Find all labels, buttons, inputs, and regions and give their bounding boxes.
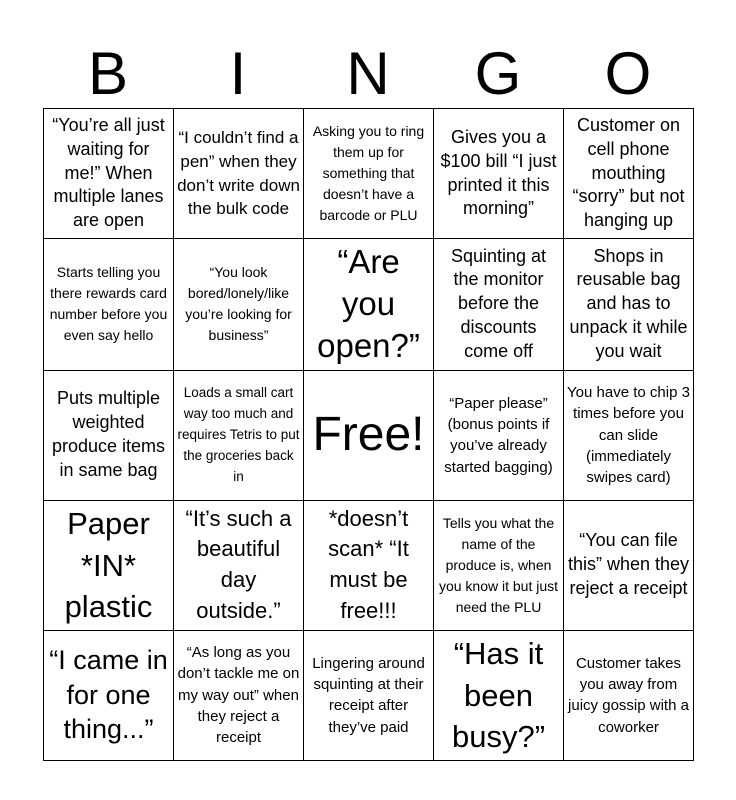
cell-text: Puts multiple weighted produce items in same bag xyxy=(51,388,166,481)
free-space-text: Free! xyxy=(312,407,425,461)
bingo-cell xyxy=(44,109,174,239)
bingo-board xyxy=(43,108,694,761)
bingo-cell xyxy=(564,500,694,630)
bingo-cell xyxy=(304,500,434,630)
bingo-cell xyxy=(174,370,304,500)
cell-text: “Paper please” (bonus points if you’ve already started bagging) xyxy=(444,394,553,476)
cell-text: Paper *IN* plastic xyxy=(64,506,153,624)
bingo-cell xyxy=(44,630,174,760)
cell-text: Loads a small cart way too much and requires Tetris to put the groceries back in xyxy=(177,384,300,484)
bingo-cell xyxy=(434,500,564,630)
board-row-1 xyxy=(44,109,694,239)
cell-text: *doesn’t scan* “It must be free!!! xyxy=(328,505,409,623)
cell-text: Gives you a $100 bill “I just printed it this morning” xyxy=(440,126,557,219)
bingo-cell xyxy=(304,109,434,239)
bingo-cell xyxy=(564,109,694,239)
header-letter-n: N xyxy=(346,40,390,107)
cell-text: Tells you what the name of the produce is, when you know it but just need the PLU xyxy=(438,514,559,615)
bingo-cell xyxy=(44,500,174,630)
cell-text: Asking you to ring them up for something that doesn’t have a barcode or PLU xyxy=(312,123,425,223)
cell-text: Lingering around squinting at their receipt after they’ve paid xyxy=(312,654,425,736)
board-row-5 xyxy=(44,630,694,760)
cell-text: You have to chip 3 times before you can slide (immediately swipes card) xyxy=(567,383,690,487)
cell-text: Customer on cell phone mouthing “sorry” but not hanging up xyxy=(572,114,685,231)
cell-text: “I came in for one thing...” xyxy=(49,645,168,745)
cell-text: “As long as you don’t tackle me on my way out” when they reject a receipt xyxy=(177,643,300,747)
board-row-2 xyxy=(44,239,694,371)
bingo-cell xyxy=(44,370,174,500)
cell-text: “You look bored/lonely/like you’re looking for business” xyxy=(185,264,292,344)
cell-text: Shops in reusable bag and has to unpack it while you wait xyxy=(569,245,688,362)
bingo-cell-free xyxy=(304,370,434,500)
header-letter-g: G xyxy=(474,40,522,107)
cell-text: “I couldn’t find a pen” when they don’t write down the bulk code xyxy=(177,127,300,219)
bingo-cell xyxy=(304,630,434,760)
bingo-cell xyxy=(564,370,694,500)
cell-text: “You’re all just waiting for me!” When multiple lanes are open xyxy=(52,114,165,231)
board-row-4 xyxy=(44,500,694,630)
bingo-cell xyxy=(564,239,694,371)
board-row-3 xyxy=(44,370,694,500)
cell-text: Starts telling you there rewards card number before you even say hello xyxy=(49,264,168,344)
bingo-cell xyxy=(434,630,564,760)
bingo-cell xyxy=(434,239,564,371)
bingo-cell xyxy=(434,370,564,500)
bingo-cell xyxy=(174,239,304,371)
cell-text: “Are you open?” xyxy=(317,243,420,365)
bingo-cell xyxy=(434,109,564,239)
header-letter-o: O xyxy=(604,40,652,107)
bingo-cell xyxy=(564,630,694,760)
bingo-cell xyxy=(304,239,434,371)
cell-text: “Has it been busy?” xyxy=(451,636,546,754)
bingo-cell xyxy=(174,500,304,630)
cell-text: “It’s such a beautiful day outside.” xyxy=(185,505,292,623)
header-letter-i: I xyxy=(229,40,247,107)
bingo-cell xyxy=(174,109,304,239)
header-letter-b: B xyxy=(87,40,129,107)
bingo-cell xyxy=(44,239,174,371)
cell-text: Customer takes you away from juicy gossip with a coworker xyxy=(568,654,689,736)
bingo-header xyxy=(43,40,693,108)
bingo-cell xyxy=(174,630,304,760)
cell-text: “You can file this” when they reject a receipt xyxy=(567,530,690,599)
cell-text: Squinting at the monitor before the discounts come off xyxy=(450,245,547,362)
